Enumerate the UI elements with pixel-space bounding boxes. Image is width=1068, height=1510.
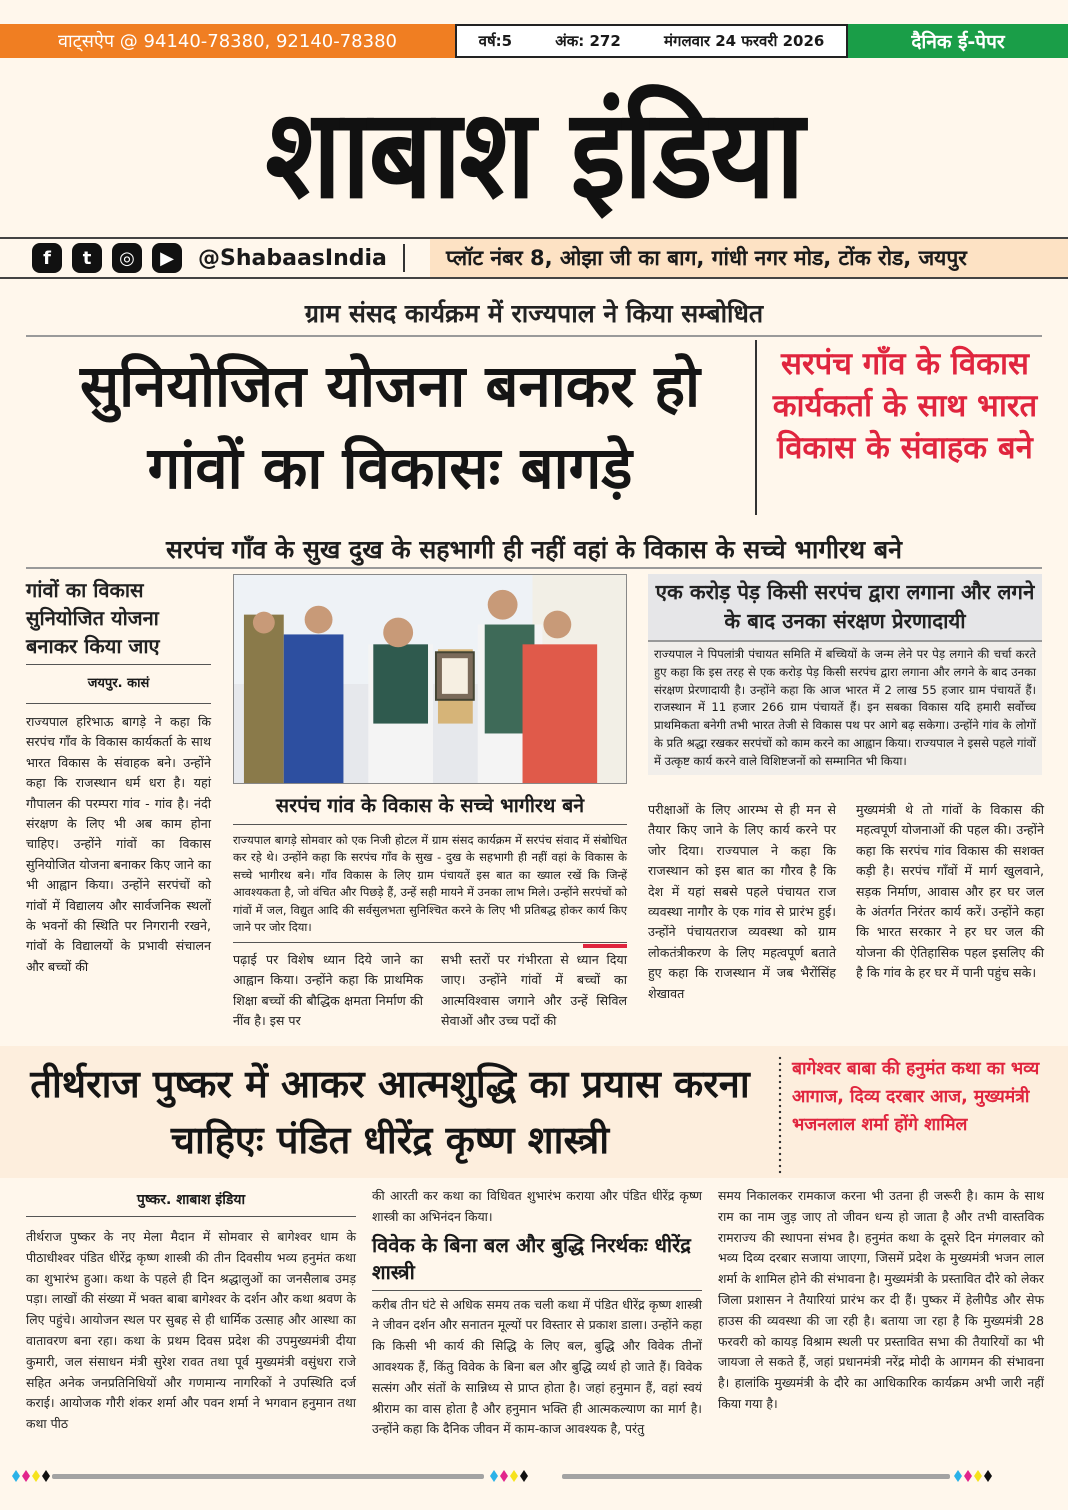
- reg-marks-right: [954, 1470, 992, 1482]
- yellow-diamond-icon: [974, 1470, 982, 1482]
- second-byline: पुष्कर. शाबाश इंडिया: [136, 1192, 246, 1208]
- social-handle[interactable]: @ShabaasIndia: [198, 245, 387, 271]
- magenta-diamond-icon: [500, 1470, 508, 1482]
- second-column-1: तीर्थराज पुष्कर के नए मेला मैदान में सोमवार से बागेश्वर धाम के पीठाधीश्वर पंडित धीरेंद्र कृष्ण शास्त्री की तीन दिवसीय भव्य हनुमंत कथा का शुभारंभ हुआ। कथा के पहले ही दिन श्रद्धालुओं का जनसैलाब उमड़ पड़ा। लाखों की संख्या में भक्त बाबा बागेश्वर के दर्शन और कथा श्रवण के लिए पहुंचे। आयोजन स्थल पर सुबह से ही धार्मिक उत्साह और आस्था का वातावरण बना रहा। कथा के प्रथम दिवस प्रदेश की उपमुख्यमंत्री दीया कुमारी, जल संसाधन मंत्री सुरेश रावत तथा पूर्व मुख्यमंत्री वसुंधरा राजे सहित अनेक जनप्रतिनिधियों और गणमान्य नागरिकों ने उपस्थिति दर्ज कराई। आयोजक गौरी शंकर शर्मा और पवन शर्मा ने भगवान हनुमान तथा कथा पीठ: [26, 1229, 356, 1432]
- black-diamond-icon: [520, 1470, 528, 1482]
- divider: [26, 335, 1042, 337]
- divider: [26, 567, 1042, 569]
- facebook-icon[interactable]: f: [32, 243, 62, 273]
- yellow-diamond-icon: [510, 1470, 518, 1482]
- divider: [755, 340, 757, 515]
- lead-column-2a: पढ़ाई पर विशेष ध्यान दिये जाने का आह्वान किया। उन्होंने कहा कि प्राथमिक शिक्षा बच्चों की बौद्धिक क्षमता निर्माण की नींव है। इस पर: [233, 952, 423, 1029]
- second-column-2: [372, 1186, 702, 1440]
- reg-marks-center: [490, 1470, 528, 1482]
- whatsapp-contact: वाट्सऐप @ 94140-78380, 92140-78380: [0, 24, 455, 58]
- magenta-diamond-icon: [22, 1470, 30, 1482]
- cyan-diamond-icon: [490, 1470, 498, 1482]
- lead-headline: सुनियोजित योजना बनाकर हो गांवों का विकासः बागड़े: [79, 352, 701, 502]
- magenta-diamond-icon: [964, 1470, 972, 1482]
- office-address: प्लॉट नंबर 8, ओझा जी का बाग, गांधी नगर मोड, टोंक रोड, जयपुर: [430, 239, 1068, 277]
- reg-line: [52, 1474, 484, 1479]
- divider: [26, 664, 211, 665]
- second-column-2-headline: विवेक के बिना बल और बुद्धि निरर्थकः धीरेंद्र शास्त्री: [372, 1232, 691, 1284]
- divider: [372, 1290, 702, 1291]
- accent-marker: [583, 944, 627, 948]
- youtube-icon[interactable]: ▶: [152, 243, 182, 273]
- cyan-diamond-icon: [12, 1470, 20, 1482]
- cyan-diamond-icon: [954, 1470, 962, 1482]
- social-links: [0, 243, 430, 273]
- lead-side-headline: सरपंच गाँव के विकास कार्यकर्ता के साथ भारत विकास के संवाहक बने: [772, 346, 1038, 466]
- second-column-2-body: करीब तीन घंटे से अधिक समय तक चली कथा में पंडित धीरेंद्र कृष्ण शास्त्री ने जीवन दर्शन और सनातन मूल्यों पर विस्तार से प्रकाश डाला। उन्होंने कहा कि किसी भी कार्य की सिद्धि के लिए बल, बुद्धि और विवेक तीनों आवश्यक हैं, किंतु विवेक के बिना बल और बुद्धि व्यर्थ हो जाते हैं। विवेक सत्संग और संतों के सान्निध्य से प्राप्त होता है। जहां हनुमान हैं, वहां स्वयं श्रीराम का वास होता है और हनुमान भक्ति ही आत्मकल्याण का मार्ग है। उन्होंने कहा कि दैनिक जीवन में काम-काज आवश्यक है, परंतु: [372, 1296, 702, 1437]
- second-column-3: समय निकालकर रामकाज करना भी उतना ही जरूरी है। काम के साथ राम का नाम जुड़ जाए तो जीवन धन्य हो जाता है और तभी वास्तविक रामराज्य की स्थापना संभव है। हनुमंत कथा के दूसरे दिन मंगलवार को भव्य दिव्य दरबार सजाया जाएगा, जिसमें प्रदेश के मुख्यमंत्री भजन लाल शर्मा के शामिल होने की संभावना है। मुख्यमंत्री के प्रस्तावित दौरे को लेकर जिला प्रशासन ने तैयारियां प्रारंभ कर दी हैं। पुष्कर में हेलीपैड और सेफ हाउस की व्यवस्था की जा रही है। बताया जा रहा है कि मुख्यमंत्री 28 फरवरी को कायड़ विश्राम स्थली पर प्रस्तावित सभा की तैयारियों का भी जायजा ले सकते हैं, जहां प्रधानमंत्री नरेंद्र मोदी के आगमन की संभावना है। हालांकि मुख्यमंत्री के दौरे का आधिकारिक कार्यक्रम अभी जारी नहीं किया गया है।: [718, 1188, 1044, 1411]
- lead-column-3: परीक्षाओं के लिए आरम्भ से ही मन से तैयार किए जाने के लिए कार्य करने पर जोर दिया। राज्यपाल ने कहा कि राजस्थान को इस बात का गौरव है कि देश में यहां सबसे पहले पंचायत राज व्यवस्था नागौर के एक गांव से प्रारंभ हुई। उन्होंने पंचायतराज व्यवस्था को ग्राम लोकतंत्रीकरण के लिए महत्वपूर्ण बताते हुए कहा कि राजस्थान में जब भैरोंसिंह शेखावत: [648, 802, 836, 1001]
- twitter-icon[interactable]: t: [72, 243, 102, 273]
- divider: [403, 244, 405, 272]
- left-column-body: राज्यपाल हरिभाऊ बागड़े ने कहा कि सरपंच गाँव के विकास कार्यकर्ता के साथ भारत विकास के संवाहक बने। उन्होंने कहा कि राजस्थान धर्म धरा है। यहां गौपालन की परम्परा गांव - गांव है। नंदी संरक्षण के लिए भी अब काम होना चाहिए। उन्होंने गांवों का विकास सुनियोजित योजना बनाकर किए जाने का भी आह्वान किया। उन्होंने सरपंचों को गांवों में विद्यालय और सार्वजनिक स्थलों के भवनों की स्थिति पर निगरानी रखने, गांवों के विद्यालयों के प्रभावी संचालन और बच्चों की: [26, 714, 211, 974]
- top-info-bar: [0, 24, 1068, 58]
- tree-story-box: [648, 574, 1042, 796]
- masthead: [0, 68, 1068, 228]
- divider: [233, 824, 627, 825]
- edition-label: दैनिक ई-पेपर: [848, 24, 1068, 58]
- photo-body-text: राज्यपाल बागड़े सोमवार को एक निजी होटल में ग्राम संसद कार्यक्रम में सरपंच संवाद में संबोधित कर रहे थे। उन्होंने कहा कि सरपंच गाँव के सुख - दुख के सहभागी ही नहीं वहां के विकास के सच्चे भागीरथ बने। गाँव विकास के लिए ग्राम पंचायतें इस बात का ख्याल रखें कि जिन्हें आवश्यकता है, जो वंचित और पिछड़े हैं, उन्हें सही मायने में उनका लाभ मिले। उन्होंने सरपंचों को गांवों में जल, विद्युत आदि की सर्वसुलभता सुनिश्चित करने के लिए भी प्रतिबद्ध होकर कार्य किए जाने पर जोर दिया।: [233, 833, 627, 935]
- print-registration-marks: [0, 1470, 1068, 1486]
- newspaper-title: शाबाश इंडिया: [265, 82, 803, 226]
- lead-kicker: ग्राम संसद कार्यक्रम में राज्यपाल ने किया सम्बोधित: [304, 299, 764, 328]
- left-column-byline: जयपुर. कासं: [87, 676, 150, 691]
- news-photo: [233, 574, 627, 784]
- social-bar: [0, 237, 1068, 279]
- instagram-icon[interactable]: ◎: [112, 243, 142, 273]
- divider: [233, 942, 627, 943]
- left-column-headline: गांवों का विकास सुनियोजित योजना बनाकर किया जाए: [26, 578, 160, 658]
- year-label: वर्ष:5: [478, 32, 513, 50]
- tree-story-headline: एक करोड़ पेड़ किसी सरपंच द्वारा लगाना और लगने के बाद उनका संरक्षण प्रेरणादायी: [648, 574, 1042, 642]
- lead-column-2b: सभी स्तरों पर गंभीरता से ध्यान दिया जाए। उन्होंने गांवों में बच्चों का आत्मविश्वास जगाने और उन्हें सिविल सेवाओं और उच्च पदों की: [441, 952, 627, 1029]
- yellow-diamond-icon: [32, 1470, 40, 1482]
- divider: [26, 703, 211, 704]
- lead-subhead: सरपंच गाँव के सुख दुख के सहभागी ही नहीं वहां के विकास के सच्चे भागीरथ बने: [166, 535, 902, 564]
- photo-caption: सरपंच गांव के विकास के सच्चे भागीरथ बने: [275, 794, 585, 817]
- lead-column-4: मुख्यमंत्री थे तो गांवों के विकास की महत्वपूर्ण योजनाओं की पहल की। उन्होंने कहा कि सरपंच गांव विकास की सशक्त कड़ी है। सरपंच गाँवों में मार्ग खुलवाने, सड़क निर्माण, आवास और हर घर जल के अंतर्गत निरंतर कार्य करें। उन्होंने कहा कि भारत सरकार ने हर घर जल की योजना की ऐतिहासिक पहल इसलिए की है कि गांव के हर घर में पानी पहुंच सके।: [856, 802, 1044, 981]
- second-column-2-intro: की आरती कर कथा का विधिवत शुभारंभ कराया और पंडित धीरेंद्र कृष्ण शास्त्री का अभिनंदन किया।: [372, 1188, 702, 1224]
- reg-line: [562, 1474, 950, 1479]
- second-side-headline: बागेश्वर बाबा की हनुमंत कथा का भव्य आगाज, दिव्य दरबार आज, मुख्यमंत्री भजनलाल शर्मा होंगे शामिल: [792, 1059, 1040, 1135]
- second-headline: तीर्थराज पुष्कर में आकर आत्मशुद्धि का प्रयास करना चाहिएः पंडित धीरेंद्र कृष्ण शास्त्री: [30, 1062, 750, 1162]
- dotted-divider: [778, 1055, 782, 1175]
- issue-info: [455, 24, 848, 58]
- reg-marks-left: [12, 1470, 50, 1482]
- black-diamond-icon: [42, 1470, 50, 1482]
- divider: [26, 1216, 356, 1217]
- tree-story-body: राज्यपाल ने पिपलांत्री पंचायत समिति में बच्चियों के जन्म लेने पर पेड़ लगाने की चर्चा करते हुए कहा कि इस तरह से एक करोड़ पेड़ किसी सरपंच द्वारा लगाना और लगने के बाद उनका संरक्षण प्रेरणादायी है। उन्होंने कहा कि आज भारत में 2 लाख 55 हजार ग्राम पंचायतें हैं। राजस्थान में 11 हजार 266 ग्राम पंचायतें हैं। इन सबका विकास यदि हमारी सर्वोच्च प्राथमिकता बनेगी तभी भारत तेजी से विकास पथ पर आगे बढ़ सकेगा। उन्होंने गांव के लोगों के प्रति श्रद्धा रखकर सरपंचों को काम करने का आह्वान किया। राज्यपाल ने इससे पहले गांवों में उत्कृष्ट कार्य करने वाले विशिष्टजनों को सम्मानित भी किया।: [648, 642, 1042, 775]
- black-diamond-icon: [984, 1470, 992, 1482]
- photo-illustration: [234, 575, 626, 783]
- issue-date: मंगलवार 24 फरवरी 2026: [664, 32, 825, 50]
- issue-number: अंक: 272: [555, 32, 621, 50]
